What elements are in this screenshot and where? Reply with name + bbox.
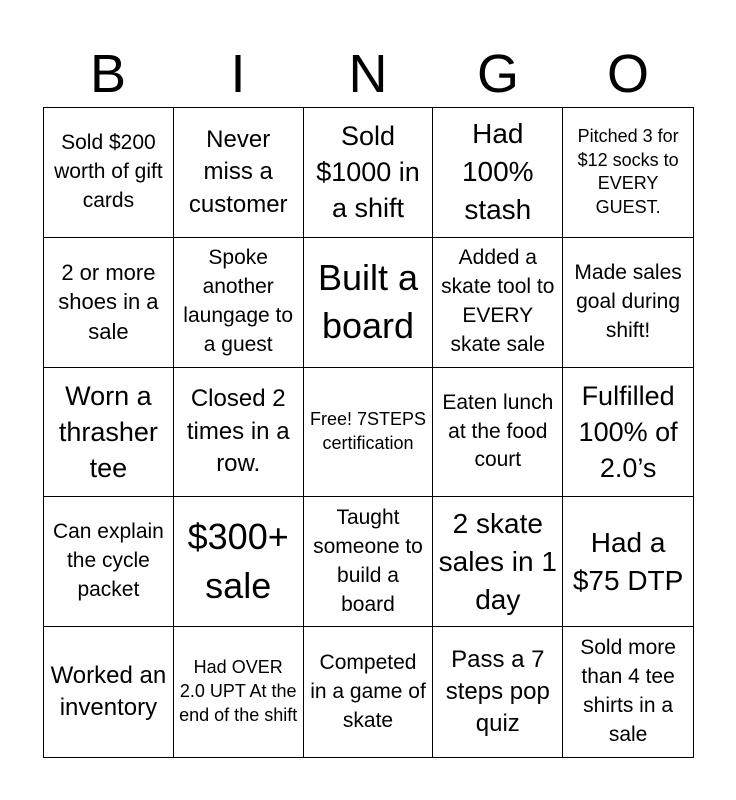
bingo-cell[interactable] bbox=[174, 497, 304, 627]
bingo-cell[interactable] bbox=[44, 627, 174, 757]
bingo-cell-text: Made sales goal during shift! bbox=[574, 260, 682, 342]
bingo-cell-text: Built a board bbox=[317, 256, 419, 347]
bingo-cell-text: Can explain the cycle packet bbox=[52, 520, 164, 602]
bingo-cell[interactable] bbox=[563, 108, 693, 238]
bingo-cell-text: Sold more than 4 tee shirts in a sale bbox=[580, 636, 676, 747]
bingo-cell[interactable] bbox=[174, 238, 304, 368]
bingo-cell-text: Pass a 7 steps pop quiz bbox=[445, 645, 550, 738]
bingo-cell-text: Closed 2 times in a row. bbox=[186, 385, 290, 478]
bingo-cell-text: Had OVER 2.0 UPT At the end of the shift bbox=[179, 657, 298, 725]
bingo-cell-text: Free! 7STEPS certification bbox=[309, 409, 427, 453]
bingo-cell[interactable] bbox=[433, 368, 563, 498]
bingo-cell-text: Worked an inventory bbox=[50, 661, 167, 722]
bingo-cell[interactable] bbox=[304, 627, 434, 757]
bingo-cell-text: Eaten lunch at the food court bbox=[442, 390, 554, 472]
bingo-cell[interactable] bbox=[44, 238, 174, 368]
header-letter-g: G bbox=[476, 44, 519, 104]
bingo-cell[interactable] bbox=[44, 368, 174, 498]
bingo-cell-text: Taught someone to build a board bbox=[313, 505, 423, 616]
bingo-cell[interactable] bbox=[174, 627, 304, 757]
bingo-cell[interactable] bbox=[433, 497, 563, 627]
bingo-cell[interactable] bbox=[304, 238, 434, 368]
bingo-cell-text: Never miss a customer bbox=[188, 125, 288, 218]
bingo-cell-text: Competed in a game of skate bbox=[310, 650, 426, 732]
bingo-cell[interactable] bbox=[433, 108, 563, 238]
bingo-cell-text: Pitched 3 for $12 socks to EVERY GUEST. bbox=[577, 125, 679, 218]
bingo-cell[interactable] bbox=[44, 497, 174, 627]
bingo-cell[interactable] bbox=[563, 627, 693, 757]
bingo-cell-text: Fulfilled 100% of 2.0’s bbox=[578, 380, 678, 484]
header-letter-n: N bbox=[348, 44, 388, 104]
bingo-free-cell[interactable] bbox=[304, 368, 434, 498]
bingo-cell[interactable] bbox=[563, 497, 693, 627]
bingo-cell-text: Worn a thrasher tee bbox=[58, 380, 158, 484]
header-letter-o: O bbox=[606, 44, 649, 104]
bingo-cell-text: Added a skate tool to EVERY skate sale bbox=[441, 246, 555, 357]
bingo-cell[interactable] bbox=[563, 368, 693, 498]
bingo-board bbox=[43, 107, 694, 758]
bingo-cell-text: Had a $75 DTP bbox=[572, 526, 684, 596]
bingo-cell-text: 2 skate sales in 1 day bbox=[438, 507, 557, 615]
bingo-cell[interactable] bbox=[563, 238, 693, 368]
bingo-cell-text: Sold $1000 in a shift bbox=[316, 121, 420, 224]
header-letter-i: I bbox=[230, 44, 246, 104]
bingo-header bbox=[43, 40, 693, 108]
bingo-cell-text: 2 or more shoes in a sale bbox=[58, 259, 159, 345]
bingo-cell[interactable] bbox=[174, 108, 304, 238]
bingo-cell[interactable] bbox=[433, 238, 563, 368]
header-letter-b: B bbox=[89, 44, 127, 104]
bingo-cell[interactable] bbox=[44, 108, 174, 238]
bingo-cell-text: Had 100% stash bbox=[461, 118, 534, 226]
bingo-cell[interactable] bbox=[304, 108, 434, 238]
bingo-cell[interactable] bbox=[304, 497, 434, 627]
bingo-cell[interactable] bbox=[433, 627, 563, 757]
bingo-cell-text: Spoke another laungage to a guest bbox=[183, 246, 294, 357]
bingo-cell-text: Sold $200 worth of gift cards bbox=[54, 130, 163, 212]
bingo-cell-text: $300+ sale bbox=[187, 516, 289, 606]
bingo-cell[interactable] bbox=[174, 368, 304, 498]
